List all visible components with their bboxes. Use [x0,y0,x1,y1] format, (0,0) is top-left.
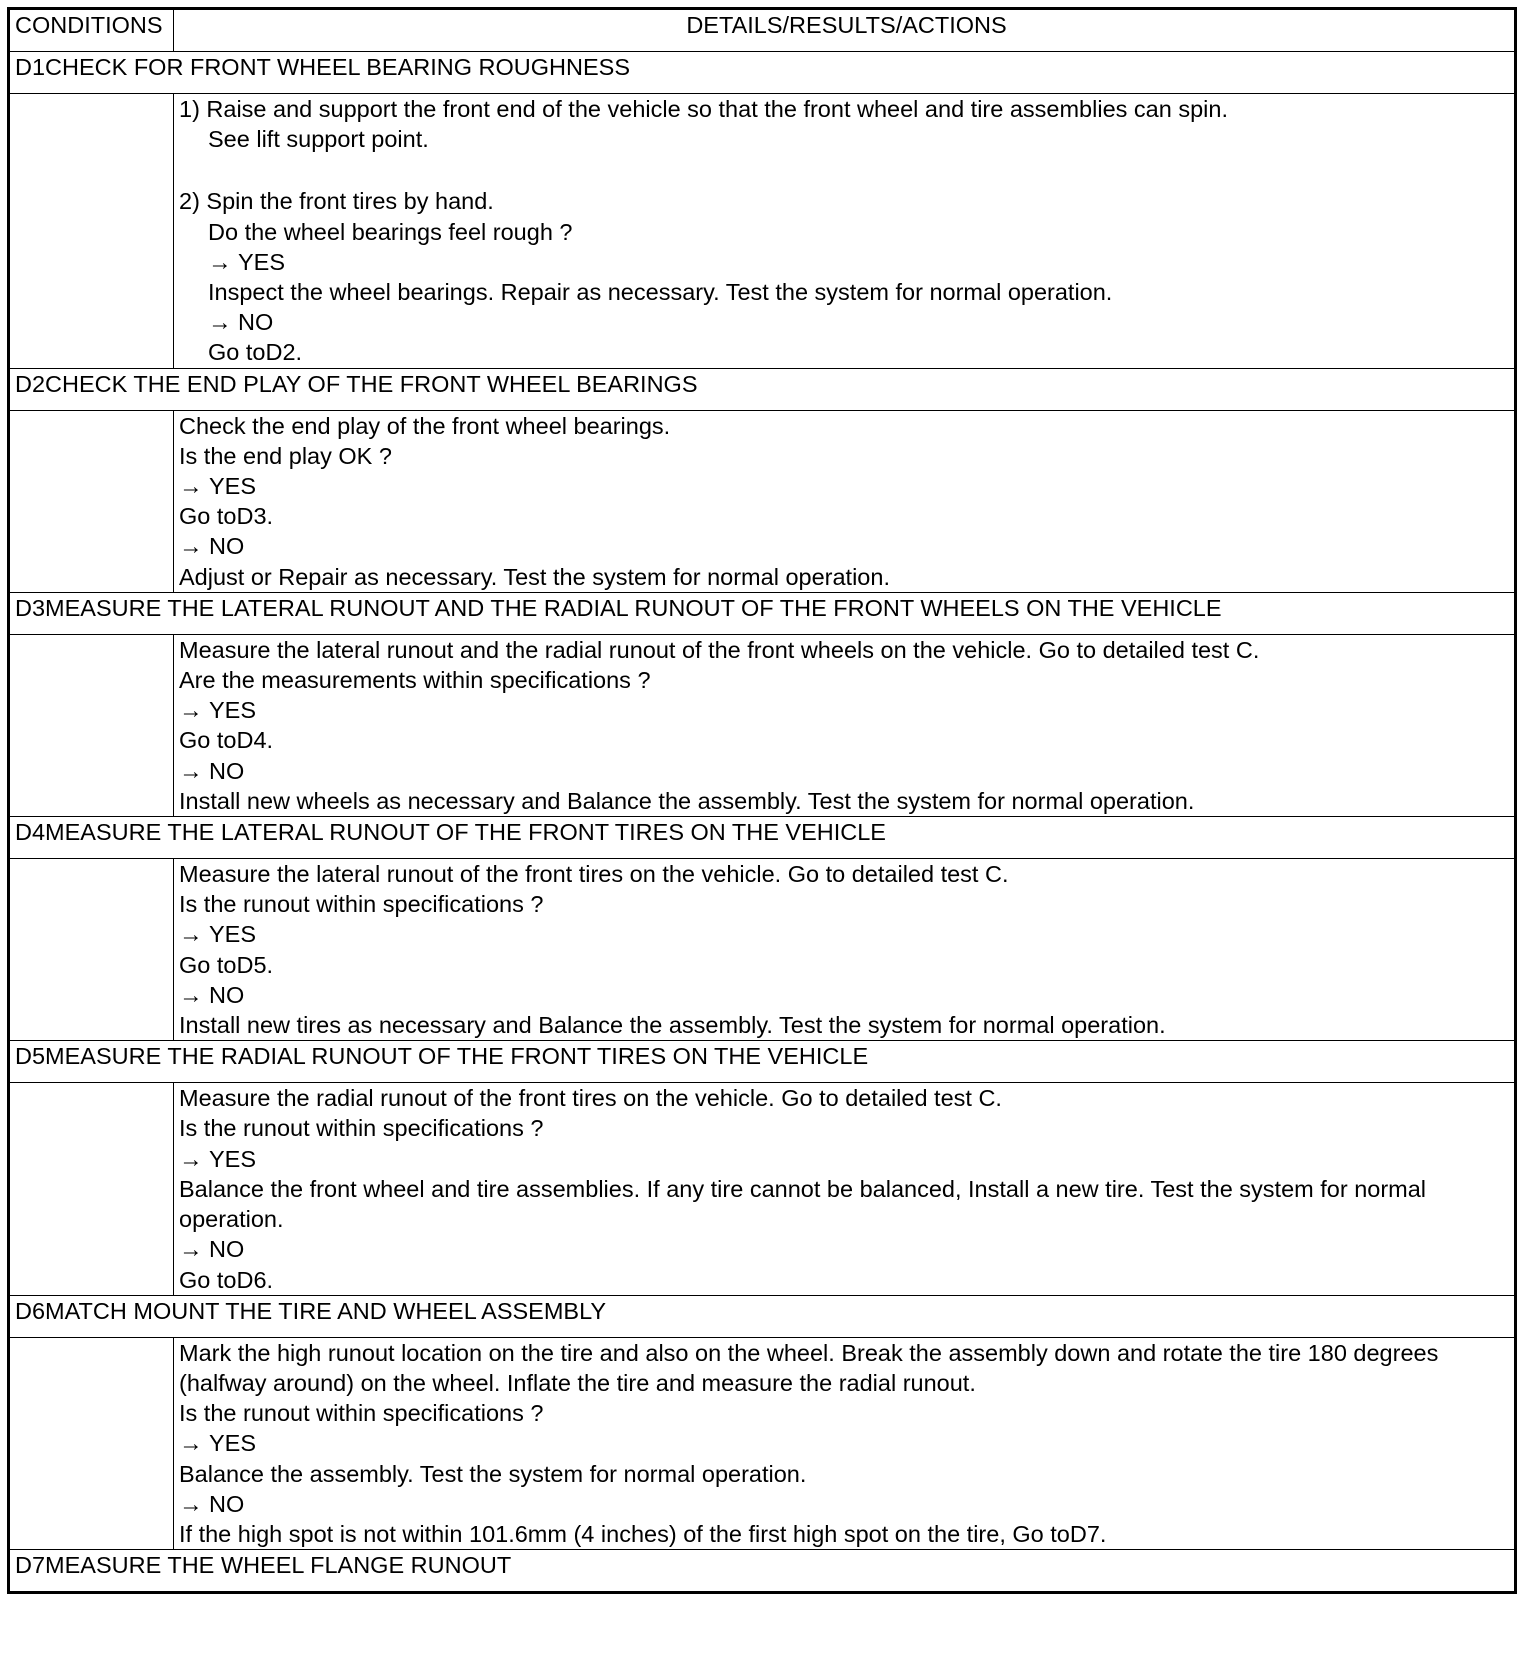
step-d2-title-row [9,368,1516,410]
step-d4-question: Is the runout within specifications ? [179,891,544,918]
step-d6-no [179,1489,1514,1519]
right-arrow-icon: → [179,757,203,784]
step-d2-conditions [9,410,174,592]
step-d2-details [174,410,1516,592]
step-d1-line: 2) Spin the front tires by hand. [179,188,494,215]
step-d2-line: Check the end play of the front wheel bearings. [179,412,671,439]
spacer [179,154,1514,186]
step-d1-yes [179,247,1514,277]
step-d3-line: Measure the lateral runout and the radial runout of the front wheels on the vehicle. Go to detailed test C. [179,636,1260,663]
step-d2-no-action: Adjust or Repair as necessary. Test the system for normal operation. [179,563,890,590]
step-d6-title: D6MATCH MOUNT THE TIRE AND WHEEL ASSEMBLY [9,1295,1516,1337]
step-d4-yes [179,919,1514,949]
step-d5-yes [179,1144,1514,1174]
step-d3-yes [179,695,1514,725]
step-d5-title: D5MEASURE THE RADIAL RUNOUT OF THE FRONT TIRES ON THE VEHICLE [9,1041,1516,1083]
step-d2-title: D2CHECK THE END PLAY OF THE FRONT WHEEL BEARINGS [9,368,1516,410]
no-label: NO [209,1490,245,1517]
right-arrow-icon: → [179,533,203,560]
step-d4-title-row [9,817,1516,859]
step-d1-yes-action: Inspect the wheel bearings. Repair as necessary. Test the system for normal operation. [208,279,1113,306]
step-d1-no-action: Go toD2. [208,339,303,366]
yes-label: YES [209,921,257,948]
step-d4-details [174,859,1516,1041]
step-d1-no [179,307,1514,337]
step-d3-body-row [9,634,1516,816]
step-d6-details [174,1337,1516,1549]
step-d7-title-row [9,1550,1516,1593]
step-d3-title: D3MEASURE THE LATERAL RUNOUT AND THE RADIAL RUNOUT OF THE FRONT WHEELS ON THE VEHICLE [9,592,1516,634]
yes-label: YES [209,697,257,724]
step-d5-details [174,1083,1516,1295]
step-d1-title-row [9,52,1516,94]
step-d5-yes-action: Balance the front wheel and tire assemblies. If any tire cannot be balanced, Install a new tire. Test the system for normal operation. [179,1175,1427,1233]
step-d4-line: Measure the lateral runout of the front tires on the vehicle. Go to detailed test C. [179,861,1009,888]
step-d2-body-row [9,410,1516,592]
step-d5-no [179,1234,1514,1264]
step-d5-no-action: Go toD6. [179,1266,274,1293]
step-d5-title-row [9,1041,1516,1083]
yes-label: YES [238,248,286,275]
step-d5-line: Measure the radial runout of the front tires on the vehicle. Go to detailed test C. [179,1085,1002,1112]
no-label: NO [209,981,245,1008]
step-d4-conditions [9,859,174,1041]
step-d1-question: Do the wheel bearings feel rough ? [208,218,573,245]
step-d1-body-row [9,94,1516,369]
step-d3-conditions [9,634,174,816]
step-d5-conditions [9,1083,174,1295]
table-header-row [9,9,1516,52]
step-d2-yes [179,471,1514,501]
step-d3-yes-action: Go toD4. [179,727,274,754]
step-d1-details [174,94,1516,369]
step-d7-title: D7MEASURE THE WHEEL FLANGE RUNOUT [9,1550,1516,1593]
step-d4-title: D4MEASURE THE LATERAL RUNOUT OF THE FRONT TIRES ON THE VEHICLE [9,817,1516,859]
step-d1-line: 1) Raise and support the front end of the vehicle so that the front wheel and tire assemblies can spin. [179,96,1228,122]
step-d4-yes-action: Go toD5. [179,951,274,978]
step-d6-body-row [9,1337,1516,1549]
no-label: NO [209,757,245,784]
right-arrow-icon: → [179,697,203,724]
yes-label: YES [209,1145,257,1172]
no-label: NO [209,1236,245,1263]
yes-label: YES [209,1430,257,1457]
step-d6-line: Mark the high runout location on the tire and also on the wheel. Break the assembly down and rotate the tire 180 degrees (halfway around) on the wheel. Inflate the tire and measure the radial runout. [179,1339,1439,1396]
step-d5-body-row [9,1083,1516,1295]
step-d1-title: D1CHECK FOR FRONT WHEEL BEARING ROUGHNESS [9,52,1516,94]
step-d4-no [179,980,1514,1010]
no-label: NO [238,309,274,336]
yes-label: YES [209,473,257,500]
step-d6-question: Is the runout within specifications ? [179,1400,544,1427]
step-d6-yes-action: Balance the assembly. Test the system for normal operation. [179,1460,807,1487]
right-arrow-icon: → [179,1490,203,1517]
right-arrow-icon: → [179,1145,203,1172]
no-label: NO [209,533,245,560]
right-arrow-icon: → [208,309,232,336]
step-d5-question: Is the runout within specifications ? [179,1115,544,1142]
step-d6-title-row [9,1295,1516,1337]
right-arrow-icon: → [179,981,203,1008]
step-d3-title-row [9,592,1516,634]
right-arrow-icon: → [179,473,203,500]
step-d4-no-action: Install new tires as necessary and Balance the assembly. Test the system for normal operation. [179,1012,1166,1039]
right-arrow-icon: → [179,921,203,948]
right-arrow-icon: → [179,1236,203,1263]
step-d2-question: Is the end play OK ? [179,442,392,469]
diagnostic-table [7,7,1517,1594]
step-d1-line: See lift support point. [208,126,429,153]
step-d2-yes-action: Go toD3. [179,503,274,530]
right-arrow-icon: → [208,248,232,275]
right-arrow-icon: → [179,1430,203,1457]
step-d3-no [179,756,1514,786]
step-d3-details [174,634,1516,816]
header-conditions: CONDITIONS [9,9,174,52]
step-d6-no-action: If the high spot is not within 101.6mm (4 inches) of the first high spot on the tire, Go toD7. [179,1520,1107,1547]
step-d1-conditions [9,94,174,369]
diagnostic-table-wrapper [7,7,1514,1594]
step-d6-conditions [9,1337,174,1549]
step-d2-no [179,531,1514,561]
step-d4-body-row [9,859,1516,1041]
step-d3-question: Are the measurements within specifications ? [179,667,651,694]
step-d6-yes [179,1428,1514,1458]
step-d3-no-action: Install new wheels as necessary and Balance the assembly. Test the system for normal operation. [179,787,1195,814]
header-details: DETAILS/RESULTS/ACTIONS [174,9,1516,52]
